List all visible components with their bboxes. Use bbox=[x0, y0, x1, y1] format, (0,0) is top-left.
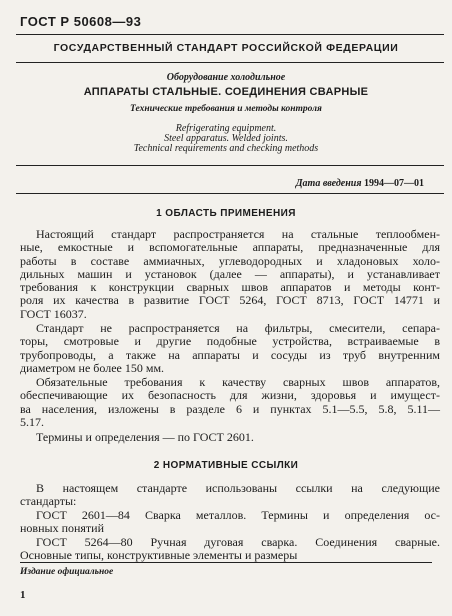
english-title-line: Steel apparatus. Welded joints. bbox=[164, 133, 288, 144]
text-line: 5.17. bbox=[20, 414, 44, 429]
section-1-paragraph bbox=[20, 228, 440, 321]
equipment-label: Оборудование холодильное bbox=[166, 72, 286, 83]
text-line: требования к конструкции сварных швов аппаратов и методы конт- bbox=[20, 280, 440, 295]
section-2-paragraph bbox=[20, 482, 440, 509]
edition-note: Издание официальное bbox=[20, 567, 114, 577]
title-rule bbox=[16, 165, 444, 166]
section-2-heading: 2 НОРМАТИВНЫЕ ССЫЛКИ bbox=[153, 460, 299, 471]
intro-date-value: 1994—07—01 bbox=[364, 178, 424, 189]
section-1-paragraph bbox=[20, 431, 440, 444]
text-line: стандарты: bbox=[20, 494, 77, 509]
section-2-paragraph bbox=[20, 509, 440, 536]
text-line: Стандарт не распространяется на фильтры, смесители, сепара- bbox=[36, 321, 440, 335]
section-2-paragraph bbox=[20, 536, 440, 563]
page-number: 1 bbox=[20, 589, 26, 601]
header-rule-top bbox=[16, 34, 444, 35]
text-line: роля их качества в развитие ГОСТ 5264, ГОСТ 8713, ГОСТ 14771 и bbox=[20, 293, 440, 308]
english-title-line: Refrigerating equipment. bbox=[175, 123, 277, 134]
text-line: Обязательные требования к качеству сварных швов аппаратов, bbox=[36, 375, 440, 389]
text-line: диаметром не более 150 мм. bbox=[20, 360, 165, 375]
footer-rule bbox=[20, 562, 432, 563]
section-1-paragraph bbox=[20, 376, 440, 429]
text-line: Термины и определения — по ГОСТ 2601. bbox=[36, 430, 254, 444]
text-line: В настоящем стандарте использованы ссылки на следующие bbox=[36, 481, 440, 495]
header-rule-bottom bbox=[16, 62, 444, 63]
text-line: работы в составе аммиачных, углеводородных и хладоновых холо- bbox=[20, 253, 440, 268]
text-line: ные, емкостные и вспомогательные аппараты, предназначенные для bbox=[20, 240, 440, 255]
text-line: трубопроводы, а также на аппараты и сосуды из труб внутренним bbox=[20, 347, 440, 362]
tech-requirements-title: Технические требования и методы контроля bbox=[130, 104, 322, 114]
document-code: ГОСТ Р 50608—93 bbox=[20, 14, 142, 29]
text-line: Настоящий стандарт распространяется на стальные теплообмен- bbox=[36, 227, 440, 241]
standard-title: ГОСУДАРСТВЕННЫЙ СТАНДАРТ РОССИЙСКОЙ ФЕДЕРАЦИИ bbox=[53, 42, 399, 54]
text-line: ва населения, изложены в разделе 6 и пунктах 5.1—5.5, 5.8, 5.11— bbox=[20, 401, 440, 416]
english-title-line: Technical requirements and checking methods bbox=[133, 143, 319, 154]
text-line: ГОСТ 2601—84 Сварка металлов. Термины и определения ос- bbox=[36, 508, 440, 522]
main-title: АППАРАТЫ СТАЛЬНЫЕ. СОЕДИНЕНИЯ СВАРНЫЕ bbox=[83, 86, 369, 98]
text-line: новных понятий bbox=[20, 521, 105, 536]
text-line: Основные типы, конструктивные элементы и размеры bbox=[20, 548, 298, 563]
text-line: обеспечивающие их безопасность для жизни, здоровья и имущест- bbox=[20, 388, 440, 403]
text-line: торы, смотровые и другие подобные устройства, встраиваемые в bbox=[20, 334, 440, 349]
section-1-heading: 1 ОБЛАСТЬ ПРИМЕНЕНИЯ bbox=[156, 208, 296, 219]
section-1-paragraph bbox=[20, 322, 440, 375]
text-line: ГОСТ 16037. bbox=[20, 306, 87, 321]
date-rule bbox=[16, 193, 444, 194]
intro-date bbox=[296, 178, 424, 189]
text-line: дильных машин и установок (далее — аппараты), и устанавливает bbox=[20, 266, 440, 281]
intro-date-label: Дата введения bbox=[295, 178, 362, 189]
text-line: ГОСТ 5264—80 Ручная дуговая сварка. Соединения сварные. bbox=[36, 535, 440, 549]
